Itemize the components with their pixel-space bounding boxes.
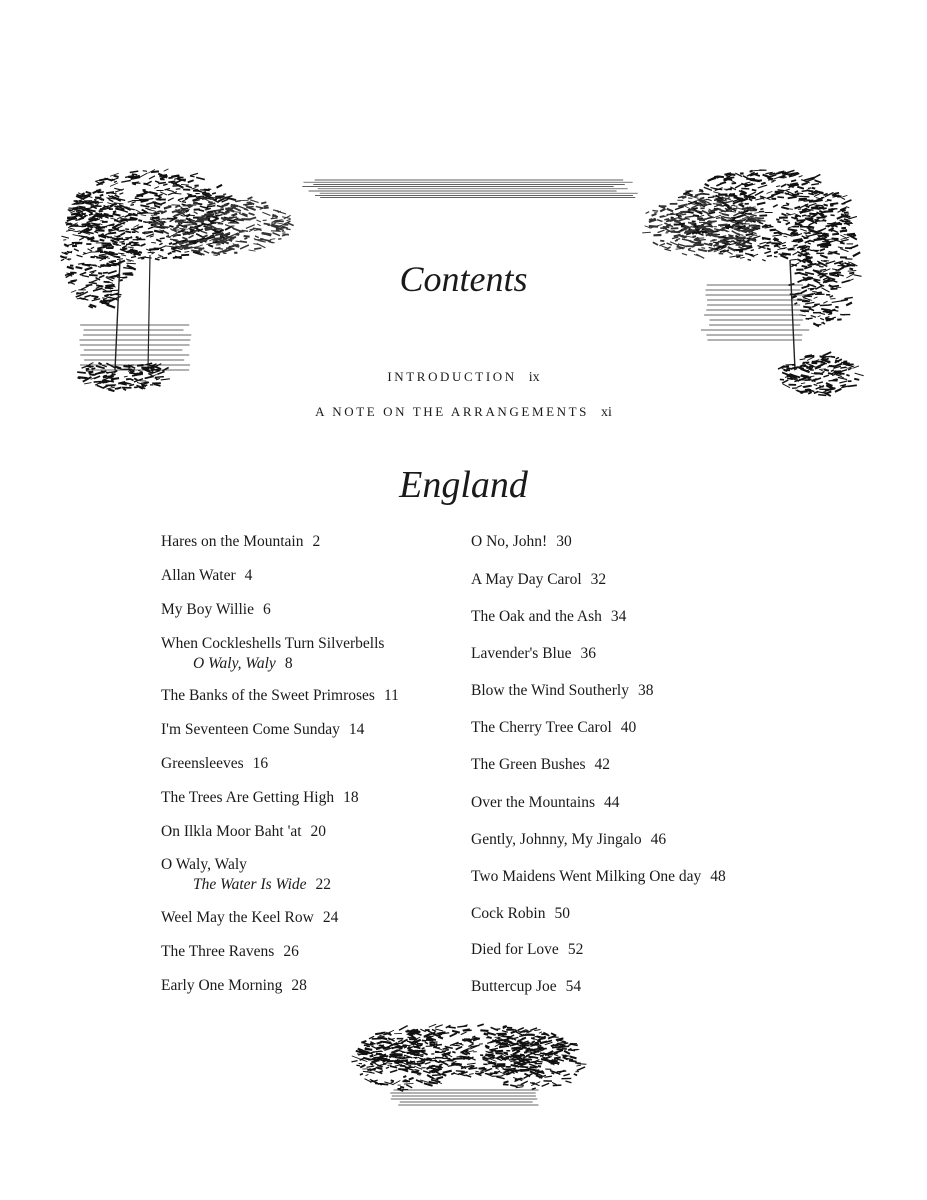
- entry-page: ix: [528, 370, 540, 385]
- toc-entry[interactable]: [471, 532, 572, 552]
- entry-page: 14: [348, 721, 365, 738]
- entry-title: When Cockleshells Turn Silverbells: [161, 635, 385, 652]
- entry-title: Lavender's Blue: [471, 645, 572, 662]
- entry-page: 34: [610, 608, 627, 625]
- entry-page: 24: [322, 909, 339, 926]
- entry-page: 16: [252, 755, 269, 772]
- toc-entry[interactable]: [161, 600, 271, 620]
- toc-entry[interactable]: [471, 793, 619, 813]
- entry-title: On Ilkla Moor Baht 'at: [161, 823, 302, 840]
- entry-title: A NOTE ON THE ARRANGEMENTS: [315, 404, 590, 419]
- entry-title: Cock Robin: [471, 905, 546, 922]
- entry-page: 52: [567, 941, 584, 958]
- entry-page: 4: [244, 567, 253, 584]
- entry-page: 2: [312, 533, 321, 550]
- entry-title: The Oak and the Ash: [471, 608, 602, 625]
- entry-page: 32: [590, 571, 607, 588]
- toc-entry[interactable]: [161, 634, 384, 674]
- entry-page: xi: [601, 405, 612, 420]
- toc-entry-note-on-arrangements[interactable]: [0, 404, 927, 421]
- entry-title: The Banks of the Sweet Primroses: [161, 687, 375, 704]
- entry-title: The Cherry Tree Carol: [471, 719, 612, 736]
- entry-page: 44: [603, 794, 620, 811]
- toc-entry[interactable]: [471, 755, 610, 775]
- entry-title: Weel May the Keel Row: [161, 909, 314, 926]
- entry-title: Early One Morning: [161, 977, 283, 994]
- entry-title: The Three Ravens: [161, 943, 275, 960]
- entry-title: Greensleeves: [161, 755, 244, 772]
- entry-title: Buttercup Joe: [471, 978, 557, 995]
- entry-title: INTRODUCTION: [387, 369, 517, 384]
- toc-entry-introduction[interactable]: [0, 369, 927, 386]
- entry-title: Blow the Wind Southerly: [471, 682, 629, 699]
- toc-entry[interactable]: [471, 904, 570, 924]
- toc-entry[interactable]: [161, 720, 364, 740]
- entry-title: Two Maidens Went Milking One day: [471, 868, 702, 885]
- entry-subtitle: The Water Is Wide: [193, 876, 307, 893]
- toc-entry[interactable]: [161, 788, 359, 808]
- toc-entry[interactable]: [161, 822, 326, 842]
- toc-entry[interactable]: [471, 681, 653, 701]
- entry-page: 20: [310, 823, 327, 840]
- entry-title: O No, John!: [471, 533, 548, 550]
- entry-title: Gently, Johnny, My Jingalo: [471, 831, 642, 848]
- top-rule-hatching: [302, 180, 637, 198]
- entry-page: 46: [650, 831, 667, 848]
- toc-entry[interactable]: [161, 754, 268, 774]
- entry-page: 22: [315, 876, 332, 893]
- entry-page: 11: [383, 687, 399, 704]
- toc-entry[interactable]: [161, 855, 331, 895]
- toc-entry[interactable]: [471, 867, 726, 887]
- entry-title: The Trees Are Getting High: [161, 789, 335, 806]
- toc-entry[interactable]: [471, 607, 626, 627]
- toc-entry[interactable]: [471, 977, 581, 997]
- toc-entry[interactable]: [161, 532, 320, 552]
- toc-entry[interactable]: [161, 908, 338, 928]
- entry-title: The Green Bushes: [471, 756, 586, 773]
- entry-title: My Boy Willie: [161, 601, 254, 618]
- entry-page: 38: [637, 682, 654, 699]
- section-heading-england: England: [399, 464, 528, 506]
- entry-title: Hares on the Mountain: [161, 533, 304, 550]
- entry-title: Allan Water: [161, 567, 236, 584]
- toc-entry[interactable]: [161, 976, 307, 996]
- entry-title: I'm Seventeen Come Sunday: [161, 721, 340, 738]
- entry-page: 48: [710, 868, 726, 885]
- entry-page: 54: [565, 978, 582, 995]
- entry-title: O Waly, Waly: [161, 856, 247, 873]
- toc-entry[interactable]: [471, 644, 596, 664]
- toc-entry[interactable]: [471, 830, 666, 850]
- bottom-vignette-engraving: [351, 1024, 586, 1105]
- entry-page: 42: [594, 756, 610, 773]
- toc-entry[interactable]: [161, 942, 299, 962]
- entry-title: A May Day Carol: [471, 571, 582, 588]
- entry-subtitle: O Waly, Waly: [193, 655, 276, 672]
- entry-page: 6: [262, 601, 271, 618]
- entry-page: 26: [283, 943, 299, 960]
- toc-entry[interactable]: [161, 566, 252, 586]
- entry-page: 30: [556, 533, 572, 550]
- toc-entry[interactable]: [471, 718, 636, 738]
- entry-title: Over the Mountains: [471, 794, 595, 811]
- entry-page: 18: [343, 789, 359, 806]
- entry-page: 28: [291, 977, 307, 994]
- entry-page: 36: [580, 645, 596, 662]
- contents-heading: Contents: [399, 259, 528, 299]
- toc-entry[interactable]: [161, 686, 399, 706]
- toc-entry[interactable]: [471, 940, 583, 960]
- entry-page: 8: [284, 655, 293, 672]
- entry-page: 40: [620, 719, 637, 736]
- toc-entry[interactable]: [471, 570, 606, 590]
- entry-page: 50: [554, 905, 570, 922]
- entry-title: Died for Love: [471, 941, 559, 958]
